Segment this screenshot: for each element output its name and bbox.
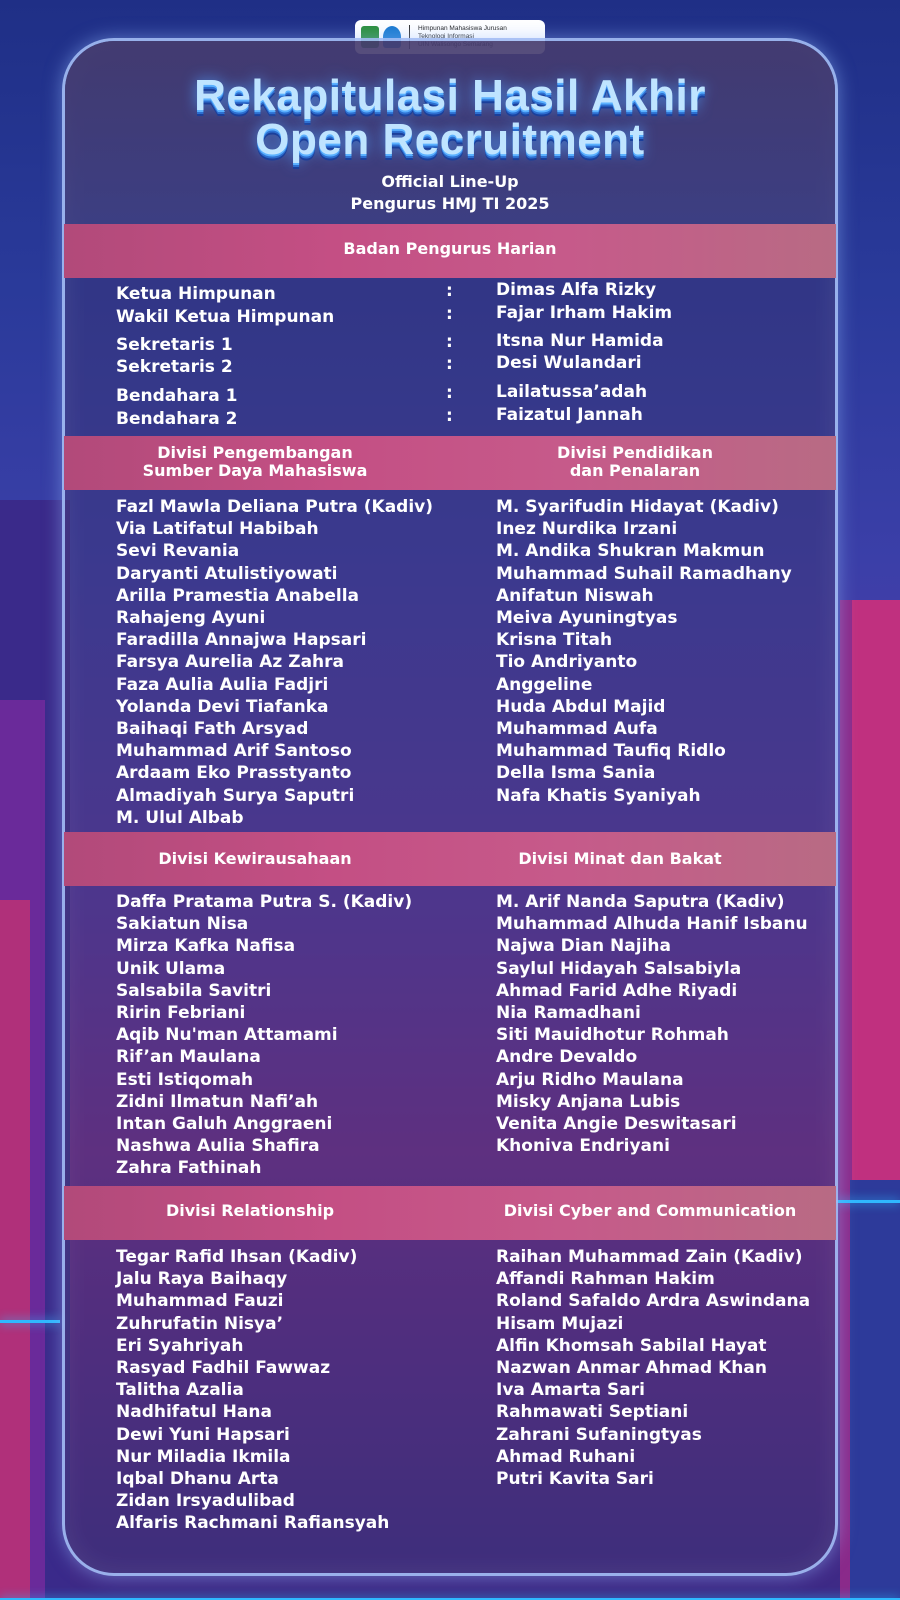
member-name: Tio Andriyanto	[496, 652, 638, 672]
member-name: Huda Abdul Majid	[496, 697, 666, 717]
member-name: Muhammad Suhail Ramadhany	[496, 564, 792, 584]
member-name: Muhammad Taufiq Ridlo	[496, 741, 726, 761]
member-name: Ardaam Eko Prasstyanto	[116, 763, 352, 783]
section-title-pendidikan	[470, 444, 800, 480]
bph-role: Bendahara 2	[116, 409, 238, 429]
member-name: Anifatun Niswah	[496, 586, 654, 606]
member-name: Inez Nurdika Irzani	[496, 519, 678, 539]
building-silhouette	[850, 1180, 900, 1600]
member-name: Nadhifatul Hana	[116, 1402, 272, 1422]
member-name: Nafa Khatis Syaniyah	[496, 786, 701, 806]
bph-role: Wakil Ketua Himpunan	[116, 307, 335, 327]
member-name: Venita Angie Deswitasari	[496, 1114, 737, 1134]
bph-role: Sekretaris 2	[116, 357, 233, 377]
member-name: Zahrani Sufaningtyas	[496, 1425, 702, 1445]
member-name: Siti Mauidhotur Rohmah	[496, 1025, 729, 1045]
member-name: Alfin Khomsah Sabilal Hayat	[496, 1336, 767, 1356]
member-name: Saylul Hidayah Salsabiyla	[496, 959, 742, 979]
member-name: Ahmad Ruhani	[496, 1447, 636, 1467]
member-name: Arju Ridho Maulana	[496, 1070, 684, 1090]
section-title-line: Sumber Daya Mahasiswa	[142, 461, 368, 480]
member-name: Iqbal Dhanu Arta	[116, 1469, 279, 1489]
member-name: Nia Ramadhani	[496, 1003, 641, 1023]
member-name: Jalu Raya Baihaqy	[116, 1269, 288, 1289]
member-name: Misky Anjana Lubis	[496, 1092, 681, 1112]
member-name: Talitha Azalia	[116, 1380, 244, 1400]
bph-member-name: Itsna Nur Hamida	[496, 331, 664, 351]
member-name: Rahmawati Septiani	[496, 1402, 689, 1422]
member-name: Muhammad Arif Santoso	[116, 741, 352, 761]
member-name: Della Isma Sania	[496, 763, 656, 783]
member-name: Zuhrufatin Nisya’	[116, 1314, 284, 1334]
bph-member-name: Faizatul Jannah	[496, 405, 643, 425]
member-name: Nur Miladia Ikmila	[116, 1447, 291, 1467]
member-name: Andre Devaldo	[496, 1047, 638, 1067]
bph-role: Ketua Himpunan	[116, 284, 276, 304]
member-name: Sakiatun Nisa	[116, 914, 249, 934]
member-name: Muhammad Aufa	[496, 719, 658, 739]
bph-role: Bendahara 1	[116, 386, 238, 406]
section-title-line: Divisi Pengembangan	[157, 443, 353, 462]
member-name: Zahra Fathinah	[116, 1158, 262, 1178]
member-name: Farsya Aurelia Az Zahra	[116, 652, 345, 672]
member-name: Krisna Titah	[496, 630, 613, 650]
bph-colon: :	[446, 304, 453, 324]
bph-colon: :	[446, 406, 453, 426]
bph-colon: :	[446, 332, 453, 352]
member-name: Arilla Pramestia Anabella	[116, 586, 359, 606]
member-name: Najwa Dian Najiha	[496, 936, 671, 956]
section-title-cyber: Divisi Cyber and Communication	[503, 1201, 797, 1220]
member-name: Zidan Irsyadulibad	[116, 1491, 295, 1511]
member-name: Muhammad Alhuda Hanif Isbanu	[496, 914, 808, 934]
bph-title: Badan Pengurus Harian	[343, 239, 557, 258]
member-name: Mirza Kafka Nafisa	[116, 936, 296, 956]
section-title-minat-bakat: Divisi Minat dan Bakat	[518, 849, 722, 868]
member-name: Muhammad Fauzi	[116, 1291, 284, 1311]
bph-colon: :	[446, 383, 453, 403]
member-name: Anggeline	[496, 675, 593, 695]
member-name: Khoniva Endriyani	[496, 1136, 670, 1156]
member-name: Faradilla Annajwa Hapsari	[116, 630, 367, 650]
member-name: M. Ulul Albab	[116, 808, 244, 828]
subtitle-line1: Official Line-Up	[381, 172, 519, 191]
member-name: Ahmad Farid Adhe Riyadi	[496, 981, 738, 1001]
member-name: Nashwa Aulia Shafira	[116, 1136, 320, 1156]
member-name: Tegar Rafid Ihsan (Kadiv)	[116, 1247, 358, 1267]
member-name: Rasyad Fadhil Fawwaz	[116, 1358, 331, 1378]
member-name: Baihaqi Fath Arsyad	[116, 719, 309, 739]
bph-member-name: Fajar Irham Hakim	[496, 303, 673, 323]
member-name: M. Arif Nanda Saputra (Kadiv)	[496, 892, 785, 912]
member-name: Affandi Rahman Hakim	[496, 1269, 715, 1289]
member-name: M. Syarifudin Hidayat (Kadiv)	[496, 497, 779, 517]
page-title-line2: Open Recruitment	[255, 115, 645, 164]
member-name: M. Andika Shukran Makmun	[496, 541, 765, 561]
neon-line	[0, 1320, 60, 1323]
member-name: Sevi Revania	[116, 541, 240, 561]
member-name: Aqib Nu'man Attamami	[116, 1025, 338, 1045]
member-name: Salsabila Savitri	[116, 981, 272, 1001]
section-title-sdm	[90, 444, 420, 480]
member-name: Hisam Mujazi	[496, 1314, 624, 1334]
subtitle-line2: Pengurus HMJ TI 2025	[350, 194, 550, 213]
member-name: Via Latifatul Habibah	[116, 519, 319, 539]
member-name: Rahajeng Ayuni	[116, 608, 266, 628]
member-name: Almadiyah Surya Saputri	[116, 786, 355, 806]
member-name: Esti Istiqomah	[116, 1070, 254, 1090]
page-title-line1: Rekapitulasi Hasil Akhir	[194, 71, 706, 120]
member-name: Ririn Febriani	[116, 1003, 246, 1023]
member-name: Alfaris Rachmani Rafiansyah	[116, 1513, 390, 1533]
bph-member-name: Lailatussa’adah	[496, 382, 648, 402]
member-name: Unik Ulama	[116, 959, 226, 979]
section-title-relationship: Divisi Relationship	[165, 1201, 335, 1220]
logo-text-line: Himpunan Mahasiswa Jurusan	[418, 25, 507, 32]
bph-member-name: Desi Wulandari	[496, 353, 642, 373]
member-name: Daryanti Atulistiyowati	[116, 564, 338, 584]
member-name: Fazl Mawla Deliana Putra (Kadiv)	[116, 497, 434, 517]
neon-line	[836, 1200, 900, 1203]
section-title-line: dan Penalaran	[569, 461, 701, 480]
bph-role: Sekretaris 1	[116, 335, 233, 355]
building-silhouette	[0, 900, 30, 1600]
member-name: Dewi Yuni Hapsari	[116, 1425, 290, 1445]
member-name: Faza Aulia Aulia Fadjri	[116, 675, 329, 695]
bph-colon: :	[446, 354, 453, 374]
member-name: Intan Galuh Anggraeni	[116, 1114, 333, 1134]
member-name: Daffa Pratama Putra S. (Kadiv)	[116, 892, 413, 912]
bph-colon: :	[446, 281, 453, 301]
member-name: Yolanda Devi Tiafanka	[116, 697, 329, 717]
member-name: Nazwan Anmar Ahmad Khan	[496, 1358, 767, 1378]
member-name: Raihan Muhammad Zain (Kadiv)	[496, 1247, 803, 1267]
member-name: Zidni Ilmatun Nafi’ah	[116, 1092, 319, 1112]
section-title-kewirausahaan: Divisi Kewirausahaan	[158, 849, 352, 868]
member-name: Roland Safaldo Ardra Aswindana	[496, 1291, 811, 1311]
member-name: Putri Kavita Sari	[496, 1469, 654, 1489]
section-title-line: Divisi Pendidikan	[557, 443, 713, 462]
member-name: Iva Amarta Sari	[496, 1380, 645, 1400]
logo-text-line: Teknologi Informasi	[418, 33, 474, 40]
member-name: Eri Syahriyah	[116, 1336, 244, 1356]
bph-member-name: Dimas Alfa Rizky	[496, 280, 657, 300]
member-name: Meiva Ayuningtyas	[496, 608, 678, 628]
member-name: Rif’an Maulana	[116, 1047, 261, 1067]
